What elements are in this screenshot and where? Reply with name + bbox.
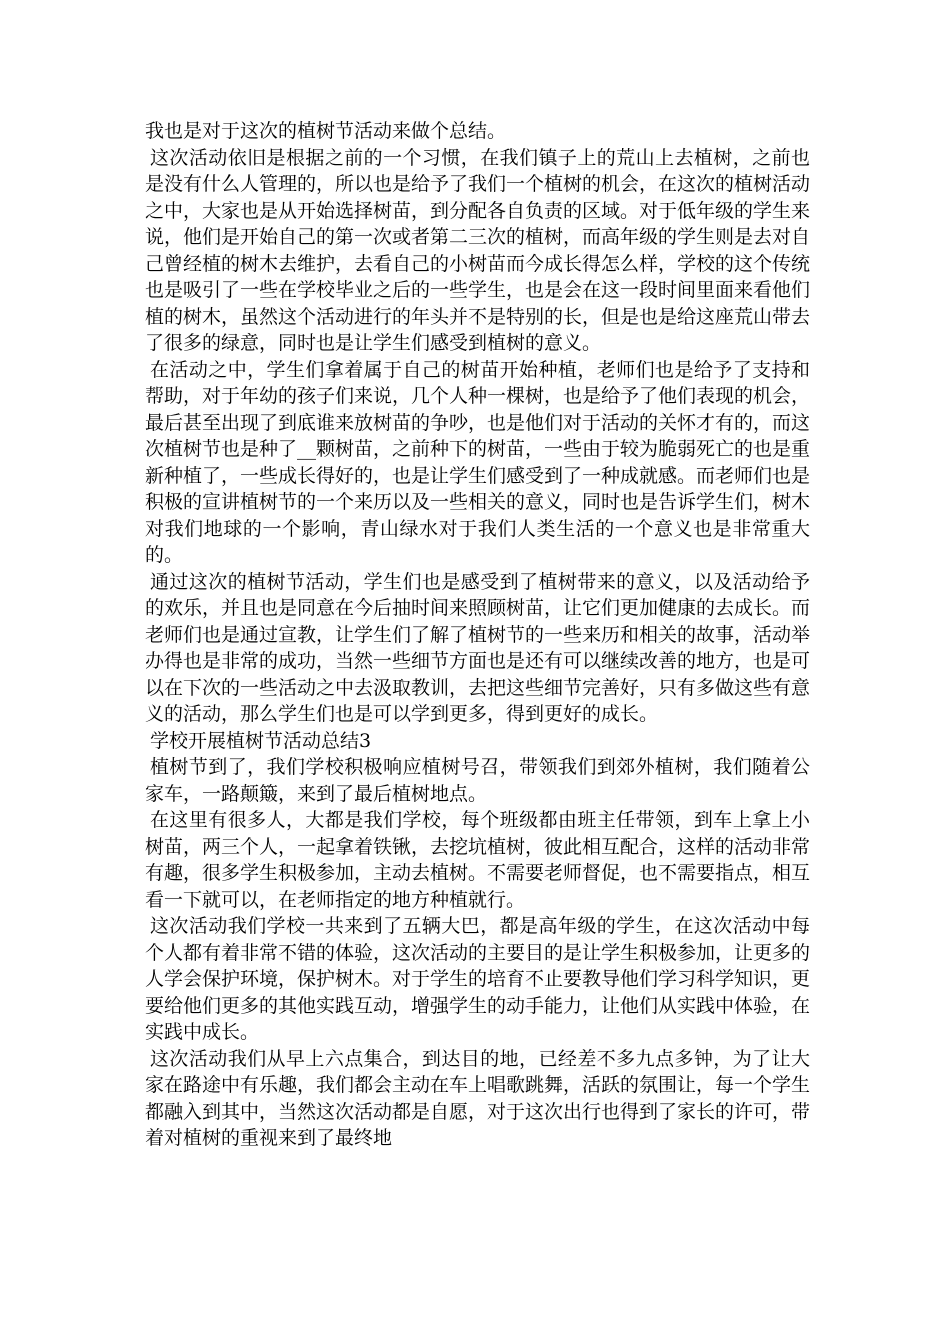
section-heading: 学校开展植树节活动总结3 xyxy=(150,729,372,752)
paragraph-arbor-day-arrival: 植树节到了，我们学校积极响应植树号召，带领我们到郊外植树，我们随着公家车，一路颠簸，来到了最后植树地点。 xyxy=(145,756,810,805)
paragraph-summary-intro: 我也是对于这次的植树节活动来做个总结。 xyxy=(145,120,507,142)
paragraph-during-activity: 在活动之中，学生们拿着属于自己的树苗开始种植，老师们也是给予了支持和帮助，对于年幼的孩子们来说，几个人种一棵树，也是给予了他们表现的机会，最后甚至出现了到底谁来放树苗的争吵，也是他们对于活动的关怀才有的，而这次植树节也是种了__颗树苗，之前种下的树苗，一些由于较为脆弱死亡的也是重新种植了，一些成长得好的，也是让学生们感受到了一种成就感。而老师们也是积极的宣讲植树节的一个来历以及一些相关的意义，同时也是告诉学生们，树木对我们地球的一个影响，青山绿水对于我们人类生活的一个意义也是非常重大的。 xyxy=(145,358,811,566)
document-page xyxy=(145,118,810,1152)
paragraph-six-am-gathering: 这次活动我们从早上六点集合，到达目的地，已经差不多九点多钟，为了让大家在路途中有乐趣，我们都会主动在车上唱歌跳舞，活跃的氛围让，每一个学生都融入到其中，当然这次活动都是自愿，对于这次出行也得到了家长的许可，带着对植树的重视来到了最终地 xyxy=(145,1047,811,1149)
paragraph-five-buses: 这次活动我们学校一共来到了五辆大巴，都是高年级的学生，在这次活动中每个人都有着非常不错的体验，这次活动的主要目的是让学生积极参加，让更多的人学会保护环境，保护树木。对于学生的培育不止要教导他们学习科学知识，更要给他们更多的其他实践互动，增强学生的动手能力，让他们从实践中体验，在实践中成长。 xyxy=(145,915,811,1043)
paragraph-activity-tradition: 这次活动依旧是根据之前的一个习惯，在我们镇子上的荒山上去植树，之前也是没有什么人管理的，所以也是给予了我们一个植树的机会，在这次的植树活动之中，大家也是从开始选择树苗，到分配各自负责的区域。对于低年级的学生来说，他们是开始自己的第一次或者第二三次的植树，而高年级的学生则是去对自己曾经植的树木去维护，去看自己的小树苗而今成长得怎么样，学校的这个传统也是吸引了一些在学校毕业之后的一些学生，也是会在这一段时间里面来看他们植的树木，虽然这个活动进行的年头并不是特别的长，但是也是给这座荒山带去了很多的绿意，同时也是让学生们感受到植树的意义。 xyxy=(145,146,811,354)
paragraph-many-people: 在这里有很多人，大都是我们学校，每个班级都由班主任带领，到车上拿上小树苗，两三个人，一起拿着铁锹，去挖坑植树，彼此相互配合，这样的活动非常有趣，很多学生积极参加，主动去植树。不需要老师督促，也不需要指点，相互看一下就可以，在老师指定的地方种植就行。 xyxy=(145,809,811,911)
paragraph-activity-conclusion: 通过这次的植树节活动，学生们也是感受到了植树带来的意义，以及活动给予的欢乐，并且也是同意在今后抽时间来照顾树苗，让它们更加健康的去成长。而老师们也是通过宣教，让学生们了解了植树节的一些来历和相关的故事，活动举办得也是非常的成功，当然一些细节方面也是还有可以继续改善的地方，也是可以在下次的一些活动之中去汲取教训，去把这些细节完善好，只有多做这些有意义的活动，那么学生们也是可以学到更多，得到更好的成长。 xyxy=(145,570,811,725)
